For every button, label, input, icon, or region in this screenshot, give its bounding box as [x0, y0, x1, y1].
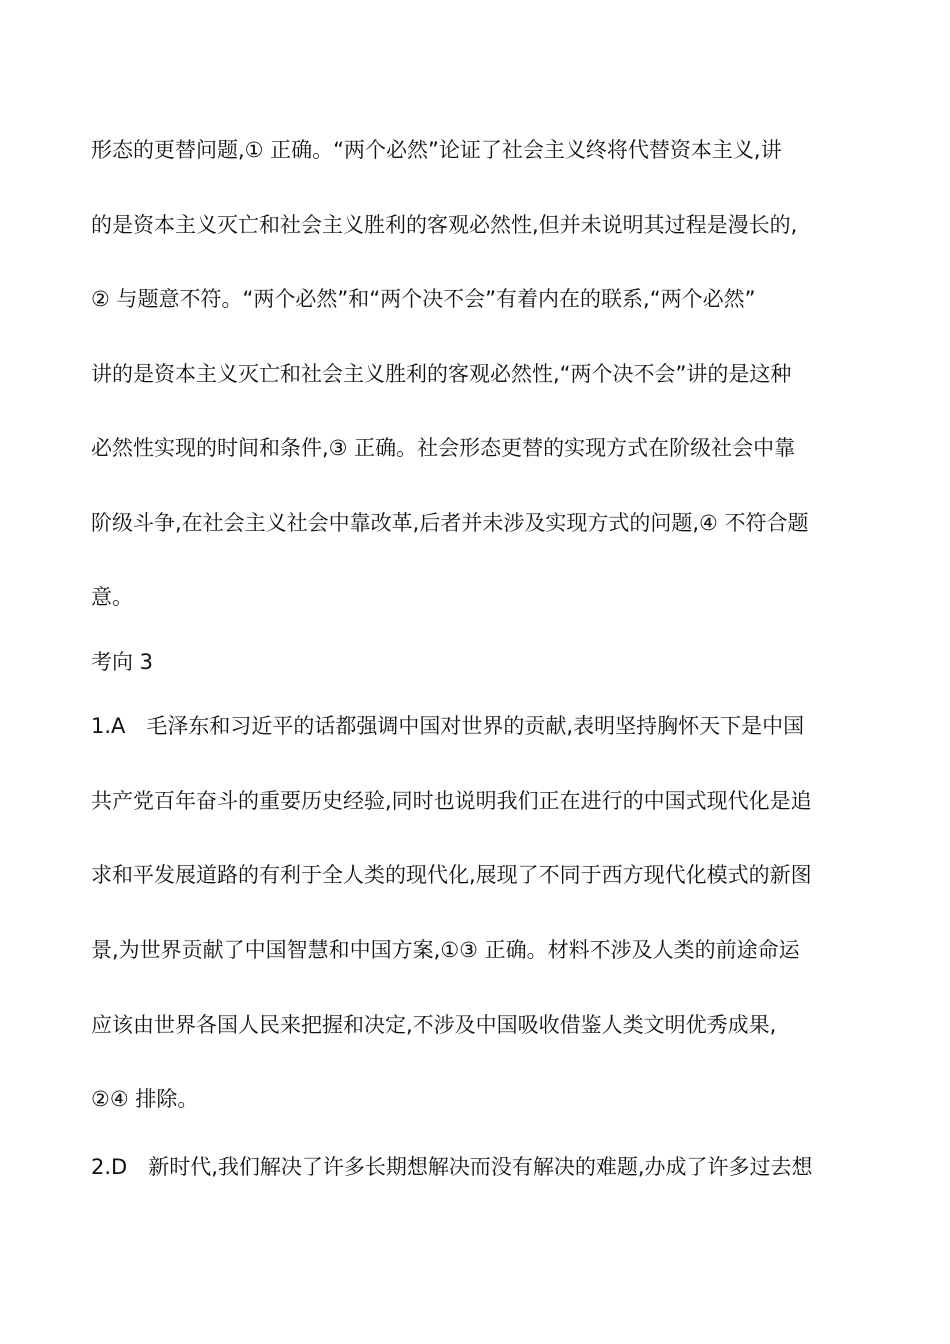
answer-line: 应该由世界各国人民来把握和决定,不涉及中国吸收借鉴人类文明优秀成果,: [91, 1013, 777, 1037]
paragraph-line: 讲的是资本主义灭亡和社会主义胜利的客观必然性,“两个决不会”讲的是这种: [91, 362, 792, 386]
paragraph-line: ② 与题意不符。“两个必然”和“两个决不会”有着内在的联系,“两个必然”: [91, 287, 756, 311]
paragraph-line: 阶级斗争,在社会主义社会中靠改革,后者并未涉及实现方式的问题,④ 不符合题: [91, 511, 809, 535]
paragraph-line: 意。: [91, 585, 133, 609]
section-heading: 考向 3: [91, 650, 154, 674]
answer-line: 共产党百年奋斗的重要历史经验,同时也说明我们正在进行的中国式现代化是追: [91, 789, 812, 813]
answer-line: 2.D 新时代,我们解决了许多长期想解决而没有解决的难题,办成了许多过去想: [91, 1155, 813, 1179]
answer-line: 1.A 毛泽东和习近平的话都强调中国对世界的贡献,表明坚持胸怀天下是中国: [91, 714, 805, 738]
answer-line: 景,为世界贡献了中国智慧和中国方案,①③ 正确。材料不涉及人类的前途命运: [91, 938, 800, 962]
paragraph-line: 必然性实现的时间和条件,③ 正确。社会形态更替的实现方式在阶级社会中靠: [91, 436, 796, 460]
answer-line: ②④ 排除。: [91, 1087, 199, 1111]
answer-line: 求和平发展道路的有利于全人类的现代化,展现了不同于西方现代化模式的新图: [91, 863, 812, 887]
paragraph-line: 形态的更替问题,① 正确。“两个必然”论证了社会主义终将代替资本主义,讲: [91, 138, 782, 162]
paragraph-line: 的是资本主义灭亡和社会主义胜利的客观必然性,但并未说明其过程是漫长的,: [91, 213, 798, 237]
